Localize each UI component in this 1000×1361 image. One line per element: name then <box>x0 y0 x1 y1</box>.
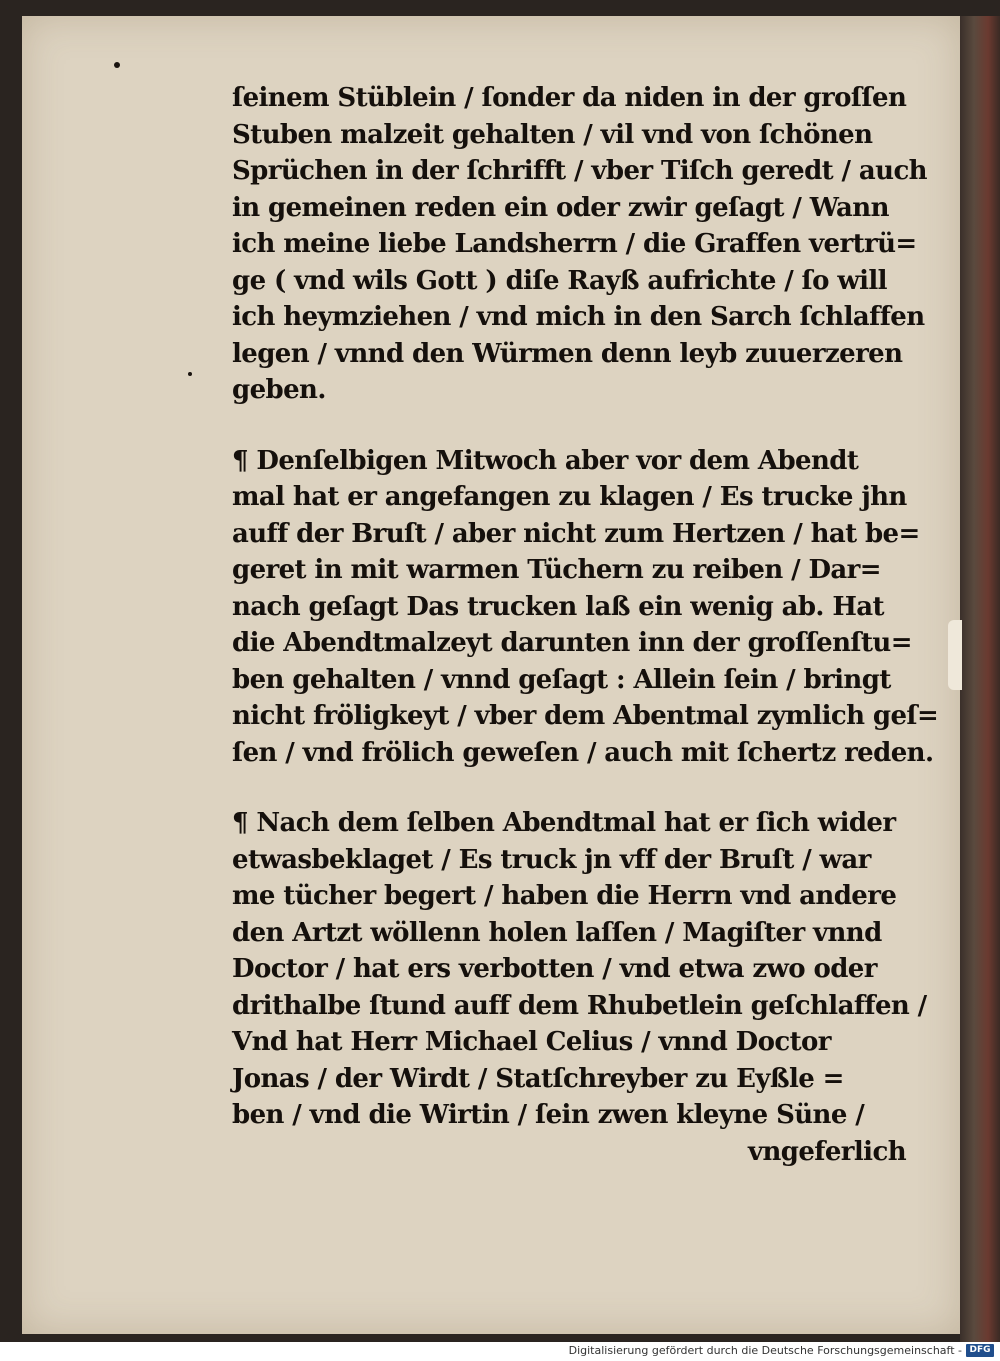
text-line: ge ( vnd wils Gott ) diſe Rayß aufrichte / ſo will <box>232 265 887 296</box>
page-edge <box>960 16 1000 1342</box>
paragraph-1 <box>232 80 927 409</box>
text-line: Sprüchen in der ſchrifft / vber Tiſch geredt / auch <box>232 156 927 186</box>
paragraph-3 <box>232 805 927 1134</box>
text-line: mal hat er angefangen zu klagen / Es trucke jhn <box>232 482 907 512</box>
text-line: Vnd hat Herr Michael Celius / vnnd Doctor <box>232 1027 831 1057</box>
text-line: auff der Bruſt / aber nicht zum Hertzen / hat be= <box>232 518 920 549</box>
text-line: Doctor / hat ers verbotten / vnd etwa zwo oder <box>232 954 877 984</box>
text-line: Jonas / der Wirdt / Statſchreyber zu Eyßle = <box>232 1063 844 1094</box>
footer <box>0 1342 1000 1361</box>
text-line: ben / vnd die Wirtin / ſein zwen kleyne Süne / <box>232 1100 865 1130</box>
footer-credit: Digitalisierung gefördert durch die Deutsche Forschungsgemeinschaft - <box>568 1344 962 1357</box>
text-line: in gemeinen reden ein oder zwir geſagt / Wann <box>232 192 889 223</box>
text-line: Stuben malzeit gehalten / vil vnd von ſchönen <box>232 119 873 150</box>
text-line: nicht fröligkeyt / vber dem Abentmal zymlich geſ= <box>232 701 939 731</box>
text-block <box>232 80 939 1170</box>
text-line: geben. <box>232 375 326 405</box>
text-line: ¶ Denſelbigen Mitwoch aber vor dem Abendt <box>232 445 859 476</box>
text-line: me tücher begert / haben die Herrn vnd andere <box>232 881 897 911</box>
text-line: ¶ Nach dem ſelben Abendtmal hat er ſich wider <box>232 808 896 838</box>
text-line: geret in mit warmen Tüchern zu reiben / Dar= <box>232 555 881 585</box>
ink-dot <box>114 62 120 68</box>
paper-fold-mark <box>948 620 962 690</box>
catchword: vngeferlich <box>747 1136 906 1167</box>
text-line: nach geſagt Das trucken laß ein wenig ab. Hat <box>232 591 884 622</box>
ink-dot <box>188 372 192 376</box>
dfg-logo: DFG <box>966 1344 994 1357</box>
paragraph-2 <box>232 443 939 772</box>
text-line: etwasbeklaget / Es truck jn vff der Bruſt / war <box>232 844 871 875</box>
text-line: ben gehalten / vnnd geſagt : Allein ſein / bringt <box>232 664 891 695</box>
paragraph-gap <box>232 409 912 443</box>
text-line: legen / vnnd den Würmen denn leyb zuuerzeren <box>232 338 903 369</box>
text-line: ſen / vnd frölich geweſen / auch mit ſchertz reden. <box>232 737 934 768</box>
text-line: den Artzt wöllenn holen laſſen / Magiſter vnnd <box>232 917 882 948</box>
text-line: ich meine liebe Landsherrn / die Graffen vertrü= <box>232 229 917 259</box>
paragraph-gap <box>232 771 912 805</box>
text-line: ich heymziehen / vnd mich in den Sarch ſchlaffen <box>232 302 925 332</box>
text-line: die Abendtmalzeyt darunten inn der groſſenſtu= <box>232 628 912 658</box>
text-line: drithalbe ſtund auff dem Rhubetlein geſchlaffen / <box>232 990 927 1021</box>
text-line: ſeinem Stüblein / ſonder da niden in der groſſen <box>232 83 907 113</box>
